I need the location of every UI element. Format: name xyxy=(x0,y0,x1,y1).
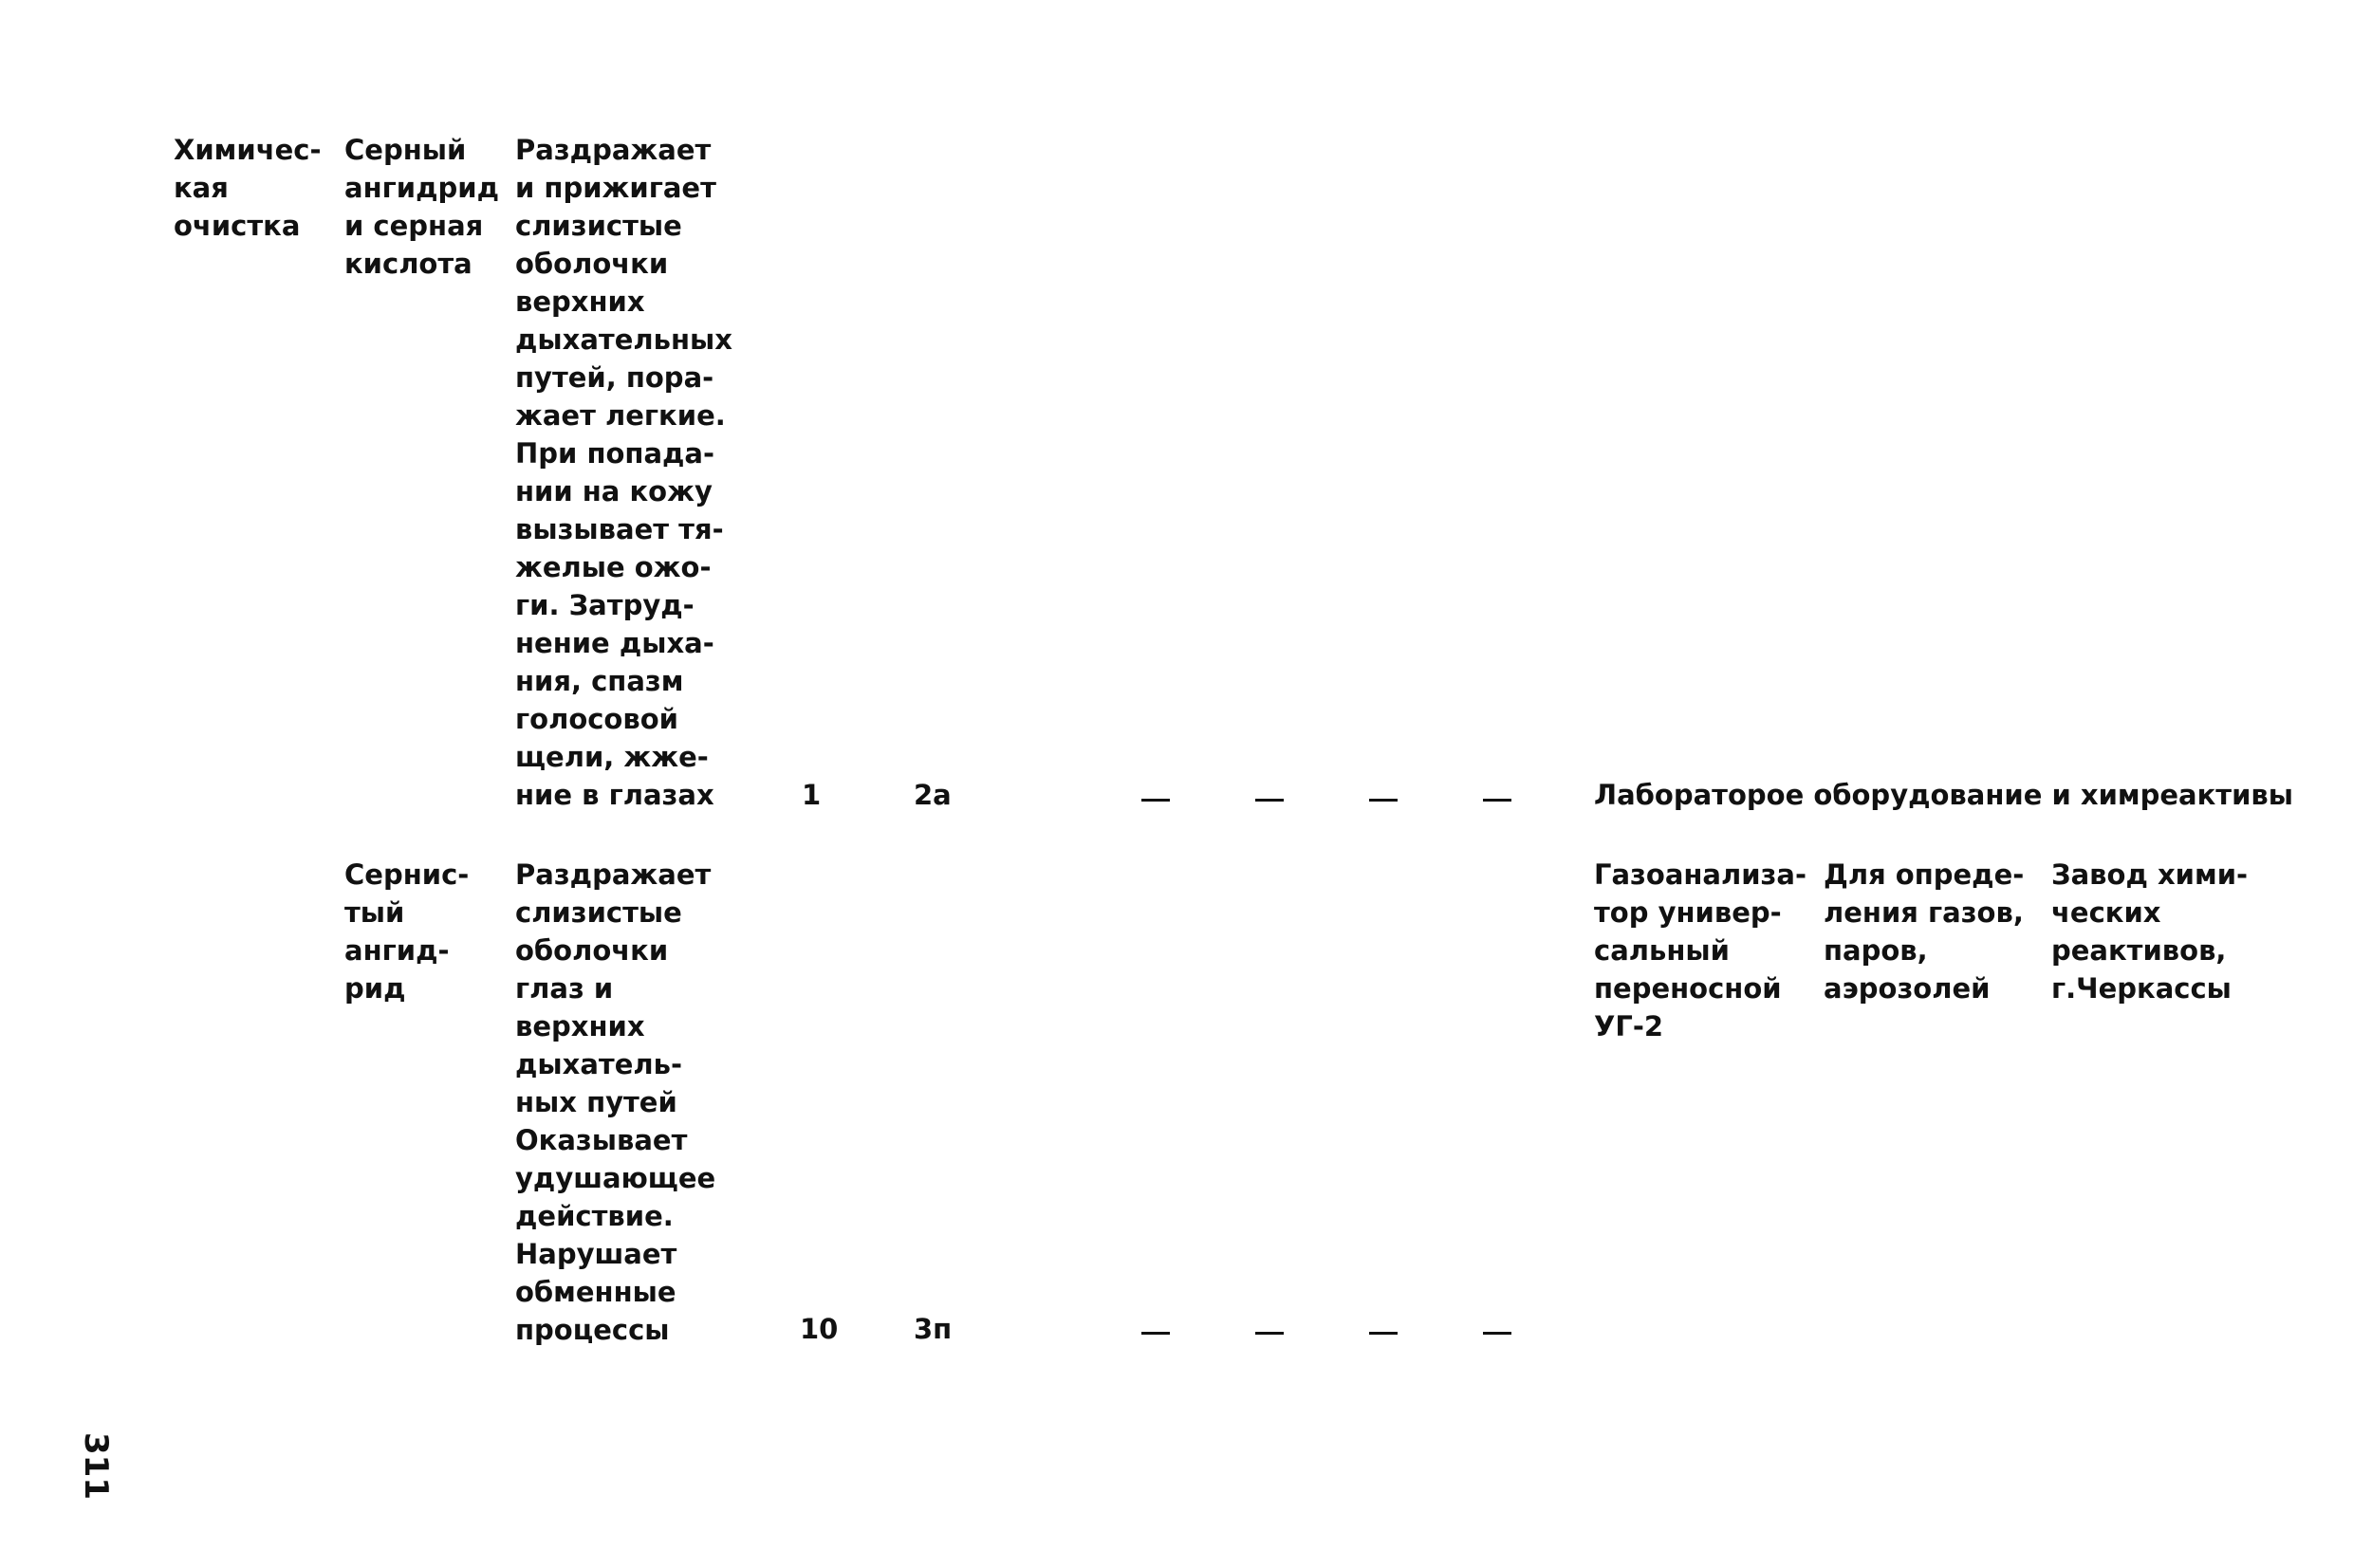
page-number: 311 xyxy=(77,1432,115,1500)
text-line: обменные xyxy=(515,1276,676,1308)
text-line: слизистые xyxy=(515,896,682,929)
text-line: Газоанализа- xyxy=(1594,858,1807,891)
text-line: кислота xyxy=(344,248,472,280)
text-line: путей, пора- xyxy=(515,361,714,394)
text-line: Завод хими- xyxy=(2051,858,2249,891)
pdk-value: 1 xyxy=(802,779,822,811)
dash-mark xyxy=(1255,799,1284,802)
device-cell xyxy=(1594,856,1806,1045)
text-line: тор универ- xyxy=(1594,896,1782,929)
text-line: нение дыха- xyxy=(515,627,714,659)
purpose-cell xyxy=(1824,856,2024,1007)
text-line: верхних xyxy=(515,1010,645,1042)
text-line: действие. xyxy=(515,1200,674,1232)
text-line: щели, жже- xyxy=(515,741,709,773)
text-line: верхних xyxy=(515,286,645,318)
text-line: дыхатель- xyxy=(515,1048,683,1080)
pdk-value: 10 xyxy=(800,1313,839,1345)
text-line: слизистые xyxy=(515,210,682,242)
text-line: жает легкие. xyxy=(515,399,726,432)
text-line: оболочки xyxy=(515,934,669,967)
text-line: ных путей xyxy=(515,1086,677,1118)
text-line: ления газов, xyxy=(1824,896,2024,929)
text-line: нии на кожу xyxy=(515,475,713,507)
text-line: желые ожо- xyxy=(515,551,712,583)
text-line: Раздражает xyxy=(515,134,712,166)
text-line: аэрозолей xyxy=(1824,972,1991,1005)
text-line: ги. Затруд- xyxy=(515,589,695,621)
text-line: сальный xyxy=(1594,934,1730,967)
substance-cell xyxy=(344,856,469,1007)
text-line: глаз и xyxy=(515,972,614,1005)
text-line: тый xyxy=(344,896,405,929)
dash-mark xyxy=(1141,799,1170,802)
text-line: и серная xyxy=(344,210,484,242)
text-line: Для опреде- xyxy=(1824,858,2025,891)
text-line: очистка xyxy=(174,210,301,242)
text-line: При попада- xyxy=(515,437,715,470)
hazard-class: 3п xyxy=(914,1313,953,1345)
text-line: ческих xyxy=(2051,896,2161,929)
text-line: и прижигает xyxy=(515,172,716,204)
text-line: процессы xyxy=(515,1314,670,1346)
text-line: кая xyxy=(174,172,229,204)
dash-mark xyxy=(1483,1332,1511,1335)
text-line: Нарушает xyxy=(515,1238,677,1270)
dash-mark xyxy=(1369,799,1398,802)
equipment-note: Лабораторое оборудование и химреактивы xyxy=(1594,779,2294,811)
text-line: ангидрид xyxy=(344,172,499,204)
manufacturer-cell xyxy=(2051,856,2248,1007)
dash-mark xyxy=(1369,1332,1398,1335)
substance-cell xyxy=(344,131,499,283)
dash-mark xyxy=(1483,799,1511,802)
dash-mark xyxy=(1141,1332,1170,1335)
dash-mark xyxy=(1255,1332,1284,1335)
text-line: Раздражает xyxy=(515,858,712,891)
text-line: Оказывает xyxy=(515,1124,688,1156)
text-line: рид xyxy=(344,972,406,1005)
text-line: удушающее xyxy=(515,1162,716,1194)
text-line: Серный xyxy=(344,134,467,166)
text-line: ангид- xyxy=(344,934,450,967)
text-line: паров, xyxy=(1824,934,1928,967)
text-line: дыхательных xyxy=(515,323,732,356)
text-line: ние в глазах xyxy=(515,779,714,811)
text-line: голосовой xyxy=(515,703,678,735)
text-line: УГ-2 xyxy=(1594,1010,1664,1042)
text-line: Химичес- xyxy=(174,134,322,166)
text-line: реактивов, xyxy=(2051,934,2227,967)
text-line: переносной xyxy=(1594,972,1782,1005)
effect-cell xyxy=(515,131,732,814)
text-line: ния, спазм xyxy=(515,665,684,697)
hazard-class: 2а xyxy=(914,779,952,811)
effect-cell xyxy=(515,856,715,1349)
text-line: вызывает тя- xyxy=(515,513,724,545)
process-cell xyxy=(174,131,322,245)
text-line: оболочки xyxy=(515,248,669,280)
text-line: Сернис- xyxy=(344,858,470,891)
text-line: г.Черкассы xyxy=(2051,972,2232,1005)
